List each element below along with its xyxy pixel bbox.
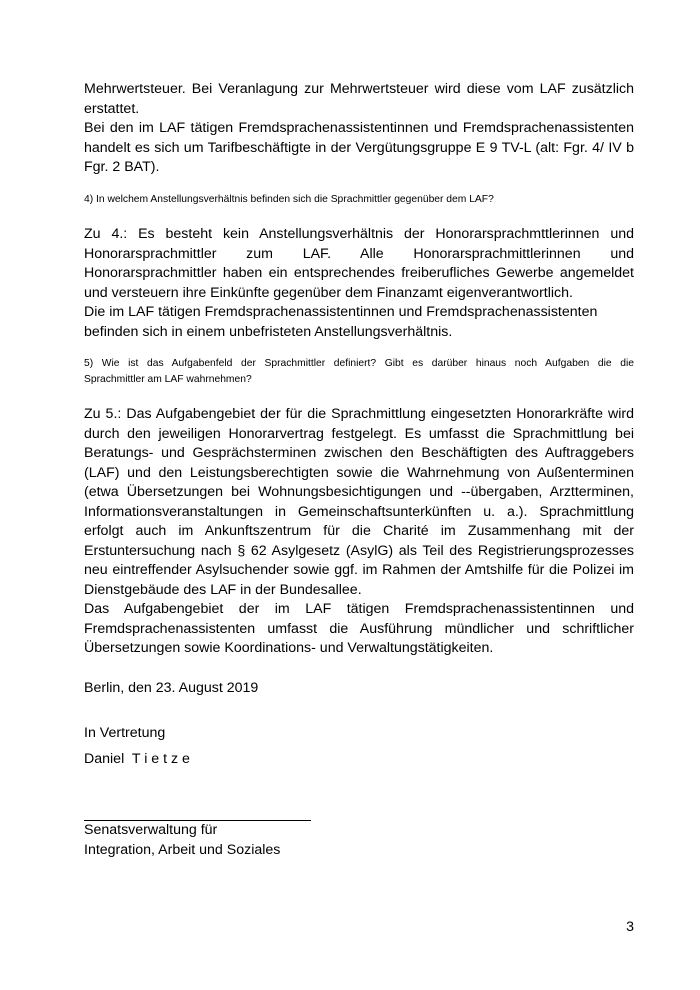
intro-line: Fgr. 2 BAT). (84, 159, 160, 175)
answer-5 (84, 405, 634, 659)
intro-paragraph (84, 80, 634, 178)
answer-5-line: Dienstgebäude des LAF in der Bundesallee. (84, 581, 362, 598)
place-date: Berlin, den 23. August 2019 (84, 679, 259, 696)
authority-line: Senatsverwaltung für (84, 822, 218, 838)
answer-4-line: Honorarsprachmittler zum LAF. Alle Honorarsprachmittlerinnen und (84, 245, 634, 262)
answer-4-line: und versteuern ihre Einkünfte gegenüber dem Finanzamt eigenverantwortlich. (84, 284, 573, 301)
representation-note: In Vertretung (84, 725, 166, 741)
question-5 (84, 356, 634, 387)
answer-5-line: neu eintreffender Asylsuchender sowie ggf. im Rahmen der Amtshilfe für die Polizei im (84, 562, 634, 578)
answer-5-line: Fremdsprachenassistenten umfasst die Ausführung mündlicher und schriftlicher (84, 620, 634, 637)
answer-5-line: erfolgt auch im Ankunftszentrum für die Charité im Zusammenhang mit der (84, 523, 634, 539)
intro-line: erstattet. (84, 100, 140, 117)
question-4: 4) In welchem Anstellungsverhältnis befinden sich die Sprachmittler gegenüber dem LAF? (84, 193, 494, 205)
answer-4-line: Zu 4.: Es besteht kein Anstellungsverhältnis der Honorarsprachmttlerinnen und (84, 226, 634, 242)
authority-block (84, 821, 484, 860)
answer-4-line: Die im LAF tätigen Fremdsprachenassistentinnen und Fremdsprachenassistenten (84, 304, 598, 320)
intro-line: handelt es sich um Tarifbeschäftigte in der Vergütungsgruppe E 9 TV-L (alt: Fgr. 4/ IV b (84, 139, 634, 156)
answer-5-line: Zu 5.: Das Aufgabengebiet der für die Sprachmittlung eingesetzten Honorarkräfte wird (84, 406, 634, 422)
answer-5-line: Beratungs- und Gesprächsterminen zwischen den Beschäftigten des Auftraggebers (84, 445, 634, 461)
answer-5-line: Das Aufgabengebiet der im LAF tätigen Fremdsprachenassistentinnen und (84, 601, 634, 617)
signatory-name: Daniel T i e t z e (84, 750, 190, 767)
answer-5-line: (etwa Übersetzungen bei Wohnungsbesichtigungen und --übergaben, Arztterminen, (84, 484, 634, 500)
answer-4 (84, 225, 634, 342)
answer-5-line: (LAF) und den Leistungsberechtigten sowie die Wahrnehmung von Außenterminen (84, 464, 634, 481)
answer-5-line: Übersetzungen sowie Koordinations- und Verwaltungstätigkeiten. (84, 640, 494, 656)
intro-line: Mehrwertsteuer. Bei Veranlagung zur Mehrwertsteuer wird diese vom LAF zusätzlich (84, 81, 634, 97)
answer-4-line: Honorarsprachmittler haben ein entsprechendes freiberufliches Gewerbe angemeldet (84, 265, 634, 281)
intro-line: Bei den im LAF tätigen Fremdsprachenassistentinnen und Fremdsprachenassistenten (84, 120, 634, 136)
answer-5-line: durch den jeweiligen Honorarvertrag festgelegt. Es umfasst die Sprachmittlung bei (84, 425, 634, 442)
answer-5-line: Informationsveranstaltungen in Gemeinschaftsunterkünften u. a.). Sprachmittlung (84, 503, 634, 520)
page-number: 3 (626, 919, 634, 935)
question-5-line: 5) Wie ist das Aufgabenfeld der Sprachmittler definiert? Gibt es darüber hinaus noch Aufgaben die die (84, 358, 634, 369)
authority-line: Integration, Arbeit und Soziales (84, 841, 281, 858)
answer-5-line: Erstuntersuchung nach § 62 Asylgesetz (AsylG) als Teil des Registrierungsprozesses (84, 542, 634, 559)
question-5-line: Sprachmittler am LAF wahrnehmen? (84, 373, 252, 385)
answer-4-line: befinden sich in einem unbefristeten Anstellungsverhältnis. (84, 323, 453, 340)
document-page (84, 80, 634, 769)
